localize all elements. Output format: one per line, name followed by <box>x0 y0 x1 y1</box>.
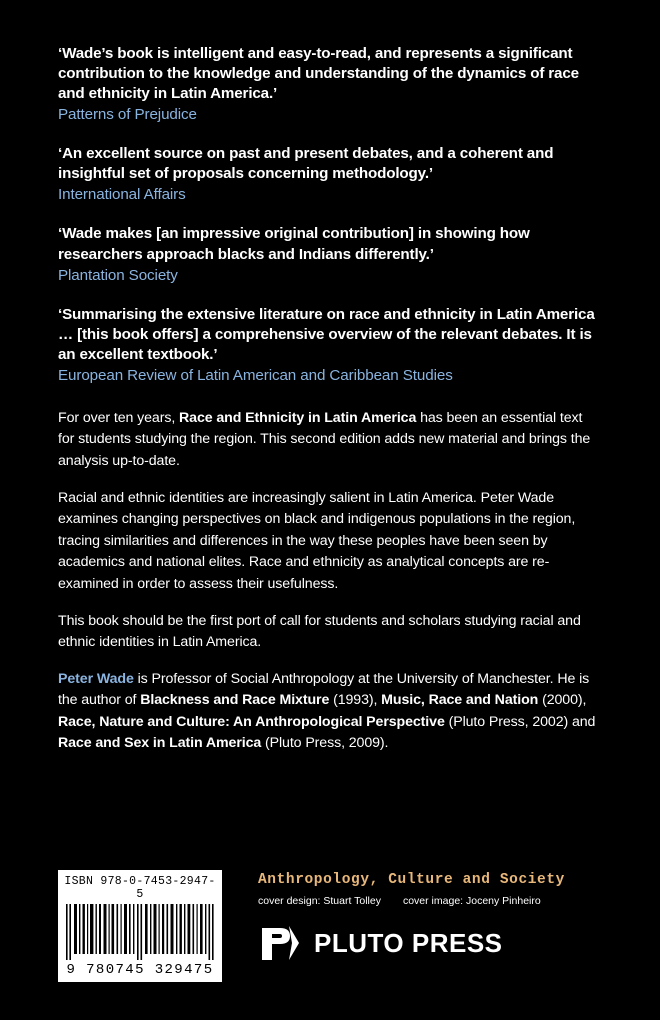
publisher-name: PLUTO PRESS <box>314 927 503 958</box>
review-quote-text: ‘Wade’s book is intelligent and easy-to-read, and represents a significant contribution to the knowledge and understanding of the dynamics of race and ethnicity in Latin America.’ <box>58 45 579 103</box>
desc-p1-tail: has been an essential text for students studying the region. This second edition adds new material and brings the analysis up-to-date. <box>58 409 591 470</box>
work-title-1: Blackness and Race Mixture <box>140 692 330 709</box>
review-quote-text: ‘An excellent source on past and present debates, and a coherent and insightful set of proposals concerning methodology.’ <box>58 145 554 183</box>
cover-image-credit: cover image: Joceny Pinheiro <box>402 895 541 907</box>
cover-credits <box>258 895 588 907</box>
review-source: European Review of Latin American and Caribbean Studies <box>58 366 453 384</box>
desc-p1-lead: For over ten years, <box>58 409 180 426</box>
isbn-barcode-block <box>58 870 222 982</box>
cover-footer <box>58 870 610 982</box>
author-bio-t3: (2000), <box>538 692 587 709</box>
author-bio-t5: (Pluto Press, 2009). <box>261 735 389 752</box>
barcode-icon <box>64 904 216 960</box>
series-title: Anthropology, Culture and Society <box>258 872 565 888</box>
work-title-4: Race and Sex in Latin America <box>58 735 262 752</box>
review-source: Plantation Society <box>58 266 178 284</box>
pluto-logo-icon <box>258 922 302 964</box>
review-quote-block <box>58 144 600 205</box>
review-source: Patterns of Prejudice <box>58 106 197 124</box>
review-quote-block <box>58 44 600 125</box>
review-quote-block <box>58 305 600 386</box>
author-name: Peter Wade <box>58 670 134 687</box>
description-paragraph-1 <box>58 408 600 473</box>
review-quote-text: ‘Summarising the extensive literature on race and ethnicity in Latin America … [this book offers] a comprehensive overview of the relevant debates. It is an excellent textbook.’ <box>58 305 595 363</box>
barcode-digits: 9 780745 329475 <box>66 962 214 978</box>
review-quote-block <box>58 224 600 285</box>
publisher-block <box>258 922 503 964</box>
author-bio-t2: (1993), <box>329 692 382 709</box>
work-title-3: Race, Nature and Culture: An Anthropological Perspective <box>58 713 445 730</box>
book-title-inline: Race and Ethnicity in Latin America <box>179 409 417 426</box>
isbn-text: ISBN 978-0-7453-2947-5 <box>64 875 216 901</box>
author-bio <box>58 669 600 755</box>
review-quote-text: ‘Wade makes [an impressive original contribution] in showing how researchers approach blacks and Indians differently.’ <box>58 225 530 263</box>
review-source: International Affairs <box>58 186 186 204</box>
author-bio-t4: (Pluto Press, 2002) and <box>444 713 596 730</box>
cover-design-credit: cover design: Stuart Tolley <box>258 895 381 907</box>
description-paragraph-2: Racial and ethnic identities are increasingly salient in Latin America. Peter Wade examines changing perspectives on black and indigenous populations in the region, tracing similarities and differences in the way these peoples have been seen by academics and national elites. Race and ethnicity as analytical concepts are re-examined in order to assess their usefulness. <box>58 489 576 592</box>
description-paragraph-3: This book should be the first port of call for students and scholars studying racial and ethnic identities in Latin America. <box>58 612 581 651</box>
series-block <box>258 872 588 907</box>
author-bio-t1: is Professor of Social Anthropology at the University of Manchester. He is the author of <box>58 670 590 709</box>
work-title-2: Music, Race and Nation <box>381 692 539 709</box>
